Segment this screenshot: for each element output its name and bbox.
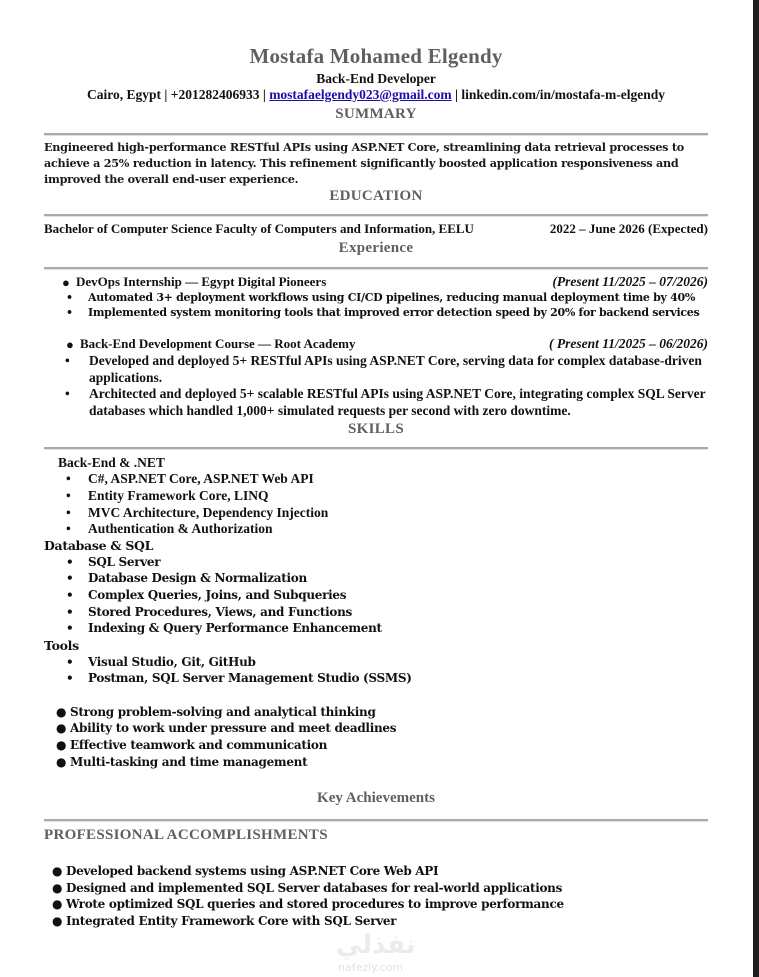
bullet-icon: • xyxy=(66,605,74,619)
soft-skill: ● Effective teamwork and communication xyxy=(56,738,328,752)
skill-category: Back-End & .NET xyxy=(58,455,165,470)
job-title: DevOps Internship — Egypt Digital Pioneers xyxy=(76,274,327,289)
experience-heading: Experience xyxy=(338,240,414,256)
achievement-item: ● Developed backend systems using ASP.NET Core Web API xyxy=(52,864,439,878)
candidate-name: Mostafa Mohamed Elgendy xyxy=(249,44,503,68)
bullet-icon: • xyxy=(66,571,74,585)
contact-line xyxy=(44,87,708,103)
bullet-icon: • xyxy=(65,386,70,401)
skill-category: Database & SQL xyxy=(44,538,154,553)
skill-item: • Authentication & Authorization xyxy=(66,521,273,536)
soft-skill: ● Strong problem-solving and analytical thinking xyxy=(56,705,376,719)
bullet-icon: • xyxy=(65,353,70,368)
education-divider xyxy=(44,214,708,217)
summary-heading: SUMMARY xyxy=(335,106,417,122)
skill-item: • Database Design & Normalization xyxy=(66,571,307,585)
accomplishments-subheading: PROFESSIONAL ACCOMPLISHMENTS xyxy=(44,827,328,843)
scrollbar[interactable] xyxy=(753,0,759,977)
job-dates: (Present 11/2025 – 07/2026) xyxy=(552,274,708,289)
bullet-icon: • xyxy=(66,588,74,602)
skill-item: • SQL Server xyxy=(66,555,161,569)
bullet-icon: • xyxy=(66,555,74,569)
achievements-heading: Key Achievements xyxy=(317,790,435,806)
job-bullet: • Automated 3+ deployment workflows using CI/CD pipelines, reducing manual deployment time by 40% xyxy=(66,291,696,304)
skills-heading: SKILLS xyxy=(348,421,404,437)
job-dates: ( Present 11/2025 – 06/2026) xyxy=(549,336,708,351)
achievement-item: ● Integrated Entity Framework Core with SQL Server xyxy=(52,914,397,928)
skill-item: • MVC Architecture, Dependency Injection xyxy=(66,505,329,520)
job-bullet-icon: ● xyxy=(66,337,74,352)
skills-divider xyxy=(44,447,708,450)
education-dates: 2022 – June 2026 (Expected) xyxy=(549,221,708,236)
bullet-icon: • xyxy=(66,471,71,486)
bullet-icon: • xyxy=(66,291,73,304)
skill-item: • Complex Queries, Joins, and Subqueries xyxy=(66,588,347,602)
bullet-icon: • xyxy=(66,488,71,503)
email-link[interactable]: mostafaelgendy023@gmail.com xyxy=(269,87,452,102)
job-title: Back-End Developer xyxy=(316,71,436,86)
bullet-icon: • xyxy=(66,671,74,685)
experience-divider xyxy=(44,267,708,270)
bullet-icon: • xyxy=(66,521,71,536)
summary-text: Engineered high-performance RESTful APIs using ASP.NET Core, streamlining data retrieval processes to achieve a 25% reduction in latency. This refinement significantly boosted application responsiveness and improved the overall end-user experience. xyxy=(44,140,685,186)
bullet-icon: • xyxy=(66,655,74,669)
job-bullet: • Developed and deployed 5+ RESTful APIs using ASP.NET Core, serving data for complex database-driven applications. xyxy=(65,353,702,385)
education-heading: EDUCATION xyxy=(329,188,423,204)
achievements-divider xyxy=(44,819,708,822)
bullet-icon: • xyxy=(66,505,71,520)
contact-suffix: | linkedin.com/in/mostafa-m-elgendy xyxy=(451,87,665,102)
job-bullet: • Implemented system monitoring tools that improved error detection speed by 20% for backend services xyxy=(66,306,700,319)
job-bullet-icon: ● xyxy=(62,275,70,290)
soft-skill: ● Ability to work under pressure and meet deadlines xyxy=(56,721,397,735)
soft-skill: ● Multi-tasking and time management xyxy=(56,755,308,769)
contact-prefix: Cairo, Egypt | +201282406933 | xyxy=(87,87,270,102)
skill-item: • Indexing & Query Performance Enhancement xyxy=(66,621,382,635)
watermark-logo: نفذلي xyxy=(336,930,416,960)
bullet-icon: • xyxy=(66,621,74,635)
skill-item: • C#, ASP.NET Core, ASP.NET Web API xyxy=(66,471,314,486)
summary-divider xyxy=(44,133,708,136)
skill-item: • Stored Procedures, Views, and Functions xyxy=(66,605,352,619)
achievement-item: ● Wrote optimized SQL queries and stored procedures to improve performance xyxy=(52,897,564,911)
skill-category: Tools xyxy=(44,638,79,653)
education-degree: Bachelor of Computer Science Faculty of Computers and Information, EELU xyxy=(44,221,474,236)
skill-item: • Entity Framework Core, LINQ xyxy=(66,488,269,503)
bullet-icon: • xyxy=(66,306,73,319)
skill-item: • Postman, SQL Server Management Studio (SSMS) xyxy=(66,671,412,685)
achievement-item: ● Designed and implemented SQL Server databases for real-world applications xyxy=(52,881,563,895)
skill-item: • Visual Studio, Git, GitHub xyxy=(66,655,256,669)
job-bullet: • Architected and deployed 5+ scalable RESTful APIs using ASP.NET Core, integrating complex SQL Server databases which handled 1,000+ simulated requests per second with zero downtime. xyxy=(65,386,706,418)
watermark-text: nafezly.com xyxy=(338,961,404,974)
job-title: Back-End Development Course — Root Academy xyxy=(80,336,356,351)
